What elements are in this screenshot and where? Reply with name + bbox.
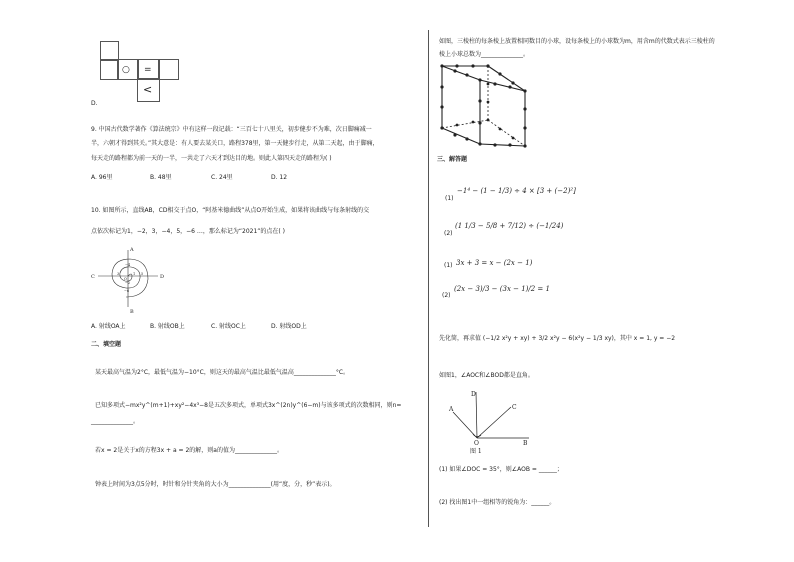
cube-less-symbol: < — [143, 83, 153, 96]
label-o: O — [124, 277, 127, 281]
q9-line1: 9. 中国古代数学著作《算法统宗》中有这样一段记载：“三百七十八里关，初步健步不为难，次日脚痛减一 — [91, 126, 372, 133]
label-a: A — [449, 406, 454, 413]
mark-6: −6 — [124, 289, 130, 293]
prism-question-line2: 棱上小球总数为______________。 — [439, 51, 530, 58]
angle-figure — [445, 388, 545, 458]
angle-question: 如图1，∠AOC和∠BOD都是直角。 — [439, 372, 534, 379]
ray-od — [476, 392, 477, 438]
cube-equals-symbol: = — [144, 65, 152, 75]
option-d-label: D. — [91, 100, 98, 107]
mark-5: 5 — [141, 272, 144, 276]
simplify-question: 先化简，再求值 (−1/2 x²y + xy) + 3/2 x²y − 6(x²y − 1/3 xy)，其中 x = 1, y = −2 — [439, 335, 676, 342]
fill-question-2b: ______________。 — [91, 418, 140, 425]
equation-1-label: (1) — [444, 262, 453, 269]
fill-question-4: 钟表上时间为3点5分时，时针和分针夹角的大小为______________(用“度，分，秒”表示)。 — [95, 481, 336, 488]
prism-figure — [435, 58, 535, 158]
equation-2-expression: (2x − 3)/3 − (3x − 1)/2 = 1 — [454, 285, 550, 293]
equation-1-expression: 3x + 3 = x − (2x − 1) — [456, 259, 533, 267]
q10-line2: 点依次标记为1，−2，3，−4，5，−6 …，那么标记为“2021”的点在( ) — [91, 228, 285, 235]
fill-question-3: 若x = 2是关于x的方程3x + a = 2的解，则a的值为______________。 — [95, 447, 283, 454]
q10-option-a: A. 射线OA上 — [91, 323, 126, 330]
mark-1: 1 — [133, 272, 136, 276]
mark-2: −2 — [125, 281, 131, 285]
q9-line3: 每天走的路程都为前一天的一半，一共走了六天才到达目的地。则此人第四天走的路程为( ) — [91, 155, 332, 162]
calc-1-expression: −1⁴ − (1 − 1/3) ÷ 4 × [3 + (−2)²] — [457, 187, 576, 195]
cube-face — [100, 41, 119, 61]
q10-option-b: B. 射线OB上 — [150, 323, 185, 330]
q10-option-c: C. 射线OC上 — [211, 323, 246, 330]
q9-option-c: C. 24里 — [211, 174, 233, 181]
calc-2-expression: (1 1/3 − 5/8 + 7/12) ÷ (−1/24) — [455, 222, 564, 230]
label-c: C — [512, 404, 517, 411]
calc-1-label: (1) — [445, 195, 454, 202]
mark-3: 3 — [117, 272, 120, 276]
label-d: D — [160, 274, 165, 280]
prism-question-line1: 如图，三棱柱的每条棱上放置相同数目的小球，设每条棱上的小球数为m，用含m的代数式表示三棱柱的 — [439, 38, 715, 45]
q9-option-a: A. 96里 — [91, 174, 113, 181]
q9-option-d: D. 12 — [271, 174, 288, 181]
cube-face — [158, 59, 179, 80]
figure-caption: 图 1 — [470, 448, 482, 455]
label-b: B — [523, 440, 528, 447]
label-d: D — [471, 391, 476, 398]
q9-option-b: B. 48里 — [150, 174, 172, 181]
label-a: A — [130, 247, 134, 253]
section-answer-heading: 三、解答题 — [437, 156, 468, 163]
section-fill-blank-heading: 二、填空题 — [91, 341, 122, 348]
ray-oc — [477, 407, 511, 438]
angle-part-1: (1) 如果∠DOC = 35°，则∠AOB = ______； — [439, 466, 563, 473]
cube-circle-symbol: ○ — [122, 65, 130, 75]
equation-2-label: (2) — [442, 292, 451, 299]
fill-question-1: 某天最高气温为2°C，最低气温为−10°C，则这天的最高气温比最低气温高______________°C。 — [95, 369, 350, 376]
label-o: O — [474, 440, 479, 447]
q9-line2: 半，六朝才得到其关。”其大意是：有人要去某关口，路程378里，第一天健步行走，从第二天起，由于脚痛， — [91, 140, 379, 147]
q10-option-d: D. 射线OD上 — [271, 323, 307, 330]
fill-question-2a: 已知多项式−mx²y^(m+1)+xy²−4x³−8是五次多项式，单项式3x^(2n)y^(6−m)与该多项式的次数相同，则n= — [95, 402, 402, 409]
label-c: C — [91, 274, 95, 280]
calc-2-label: (2) — [444, 230, 453, 237]
q10-line1: 10. 如图所示，直线AB，CD相交于点O，“阿基米德曲线”从点O开始生成，如果将该曲线与每条射线的交 — [91, 207, 370, 214]
angle-part-2: (2) 找出图1中一组相等的锐角为：______。 — [439, 499, 556, 506]
spiral-figure — [88, 245, 178, 320]
label-b: B — [130, 309, 134, 315]
column-divider — [428, 30, 429, 527]
mark-4: −4 — [125, 263, 131, 267]
